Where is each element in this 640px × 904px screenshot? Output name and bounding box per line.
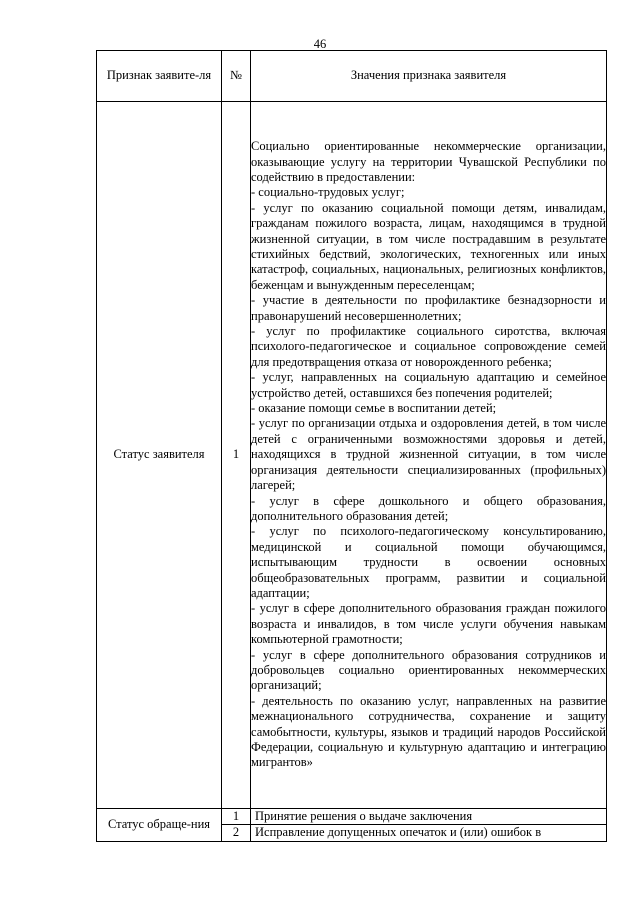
criterion-applicant-status: Статус заявителя (97, 102, 222, 809)
table-row (97, 102, 607, 809)
value-paragraph: - услуг по организации отдыха и оздоровления детей, в том числе детей с ограниченными возможностями здоровья и детей, находящихся в трудной жизненной ситуации, в том числе организация деятельности специализированных (профильных) лагерей; (251, 416, 606, 493)
value-paragraph: - услуг в сфере дополнительного образования сотрудников и добровольцев социально ориентированных некоммерческих организаций; (251, 647, 606, 693)
applicant-criteria-table (96, 50, 607, 842)
request-status-value: Исправление допущенных опечаток и (или) ошибок в (251, 825, 607, 841)
applicant-status-values (251, 102, 607, 809)
value-paragraph: - услуг по профилактике социального сиротства, включая психолого-педагогическое и социальное сопровождение семей для предотвращения отказа от новорожденного ребенка; (251, 324, 606, 369)
header-criterion: Признак заявите-ля (97, 51, 222, 102)
value-paragraph: - услуг по оказанию социальной помощи детям, инвалидам, гражданам пожилого возраста, лицам, находящимся в трудной жизненной ситуации, в том числе пострадавшим в результате стихийных бедствий, экологических, техногенных или иных катастроф, социальных, национальных, религиозных конфликтов, беженцам и вынужденным переселенцам; (251, 200, 606, 292)
row-number: 1 (222, 102, 251, 809)
row-number: 1 (222, 809, 251, 825)
value-paragraph: - оказание помощи семье в воспитании детей; (251, 401, 497, 416)
value-paragraph: - участие в деятельности по профилактике безнадзорности и правонарушений несовершеннолетних; (251, 293, 606, 323)
value-paragraph: - социально-трудовых услуг; (251, 185, 405, 200)
header-values: Значения признака заявителя (251, 51, 607, 102)
value-paragraph: - услуг, направленных на социальную адаптацию и семейное устройство детей, оставшихся без попечения родителей; (251, 370, 606, 400)
value-paragraph: - услуг в сфере дополнительного образования граждан пожилого возраста и инвалидов, в том числе услуги обучения навыкам компьютерной грамотности; (251, 601, 606, 647)
header-number: № (222, 51, 251, 102)
value-paragraph: - услуг по психолого-педагогическому консультированию, медицинской и социальной помощи обучающимся, испытывающим трудности в освоении основных общеобразовательных программ, развитии и социальной адаптации; (251, 524, 606, 600)
applicant-status-text (251, 139, 606, 771)
table-row (97, 809, 607, 825)
value-paragraph: - деятельность по оказанию услуг, направленных на развитие межнационального сотрудничества, сохранение и защиту самобытности, культуры, языков и традиций народов Российской Федерации, социальную и культурную адаптацию и интеграцию мигрантов» (251, 693, 606, 770)
value-paragraph: Социально ориентированные некоммерческие организации, оказывающие услугу на территории Чувашской Республики по содействию в предоставлении: (251, 139, 606, 184)
page-number: 46 (313, 37, 327, 51)
criterion-request-status: Статус обраще-ния (97, 809, 222, 842)
request-status-value: Принятие решения о выдаче заключения (251, 809, 607, 825)
row-number: 2 (222, 825, 251, 841)
table-header-row (97, 51, 607, 102)
value-paragraph: - услуг в сфере дошкольного и общего образования, дополнительного образования детей; (251, 493, 606, 523)
